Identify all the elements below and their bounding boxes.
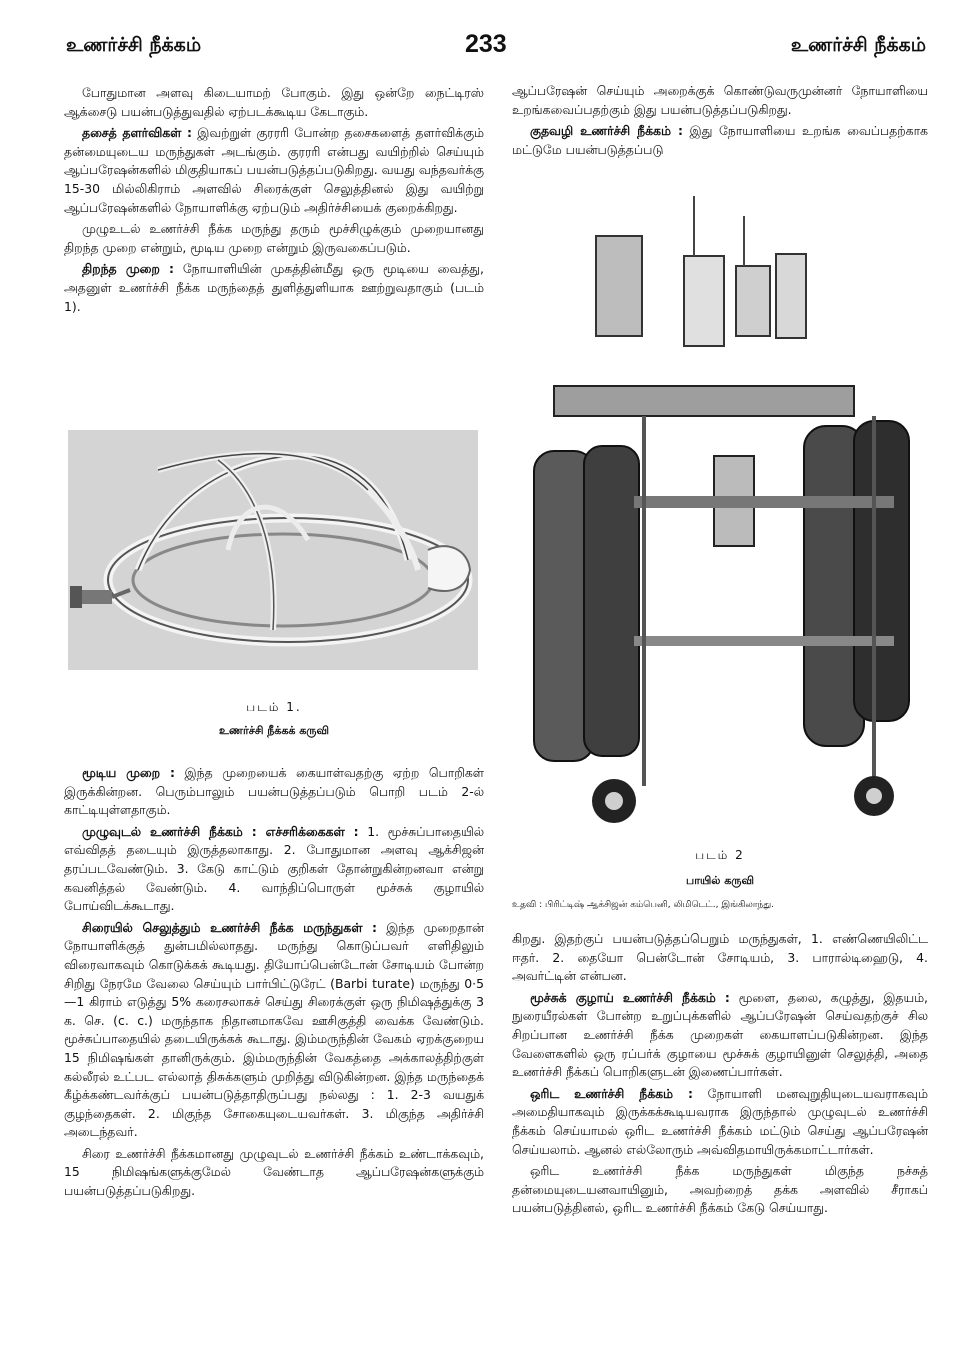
paragraph-text: முழுஉடல் உணர்ச்சி நீக்க மருந்து தரும் மூச்சிழுக்கும் முறையானது திறந்த முறை என்றும், மூடிய முறை என்றும் இருவகைப்படும். <box>64 221 484 255</box>
figure-2-caption: பாயில் கருவி <box>686 874 754 887</box>
column-left-top <box>64 84 484 319</box>
paragraph-heading: குதவழி உணர்ச்சி நீக்கம் : <box>530 123 683 139</box>
paragraph <box>64 124 484 217</box>
paragraph <box>64 919 484 1142</box>
paragraph <box>64 1145 484 1201</box>
paragraph <box>64 823 484 916</box>
paragraph-text: மூளை, தலை, கழுத்து, இதயம், நுரையீரல்கள் போன்ற உறுப்புக்களில் ஆப்பரேஷன் செய்வதற்குச் சில சிறப்பான உணர்ச்சி நீக்க முறைகள் கையாளப்படுகின்றன. இந்த வேளைகளில் ஒரு ரப்பர்க் குழாயை மூச்சுக் குழாயினுள் செலுத்தி, அதை உணர்ச்சி நீக்கப் பொறிகளுடன் இணைப்பார்கள். <box>512 989 928 1080</box>
paragraph-text: சிரை உணர்ச்சி நீக்கமானது முழுவுடல் உணர்ச்சி நீக்கம் உண்டாக்கவும், 15 நிமிஷங்களுக்குமேல் வேண்டாத ஆப்பரேஷன்களுக்கும் பயன்படுத்தப்படுகிறது. <box>64 1145 484 1199</box>
boyle-apparatus-icon <box>514 196 926 830</box>
figure-2-boyle-apparatus-photo <box>514 196 926 830</box>
column-right-top <box>512 82 928 162</box>
page-number: 233 <box>465 30 507 58</box>
column-left-bottom <box>64 764 484 1204</box>
header-left-title: உணர்ச்சி நீக்கம் <box>66 34 202 56</box>
page-header <box>0 30 966 60</box>
paragraph <box>64 220 484 257</box>
header-right-title: உணர்ச்சி நீக்கம் <box>790 34 926 56</box>
paragraph-heading: மூடிய முறை : <box>82 765 175 780</box>
anesthesia-mask-icon <box>68 430 478 670</box>
paragraph-text: நோயாளியின் முகத்தின்மீது ஒரு மூடியை வைத்து, அதனுள் உணர்ச்சி நீக்க மருந்தைத் துளித்துளியாக ஊற்றுவதாகும் (படம் 1). <box>64 261 484 314</box>
paragraph-heading: திறந்த முறை : <box>82 261 174 277</box>
paragraph-text: போதுமான அளவு கிடையாமற் போகும். இது ஒன்றே நைட்டிரஸ் ஆக்சைடு பயன்படுத்துவதில் ஏற்படக்கூடிய கேடாகும். <box>64 85 484 119</box>
paragraph <box>512 82 928 119</box>
paragraph <box>512 1162 928 1218</box>
paragraph-text: ஆப்பரேஷன் செய்யும் அறைக்குக் கொண்டுவருமுன்னர் நோயாளியை உறங்கவைப்பதற்கும் இது பயன்படுத்தப்படுகிறது. <box>512 83 928 117</box>
paragraph-text: கிறது. இதற்குப் பயன்படுத்தப்பெறும் மருந்துகள், 1. எண்ணெயிலிட்ட ஈதர். 2. தையோ பென்டோன் சோடியம், 3. பாரால்டிஹைடு, 4. அவர்ட்டின் என்பன. <box>512 931 928 984</box>
paragraph-text: ஒரிட உணர்ச்சி நீக்க மருந்துகள் மிகுந்த நச்சுத் தன்மையுடையனவாயினும், அவற்றைத் தக்க அளவில் சீராகப் பயன்படுத்தினல், ஒரிட உணர்ச்சி நீக்கம் கேடு செய்யாது. <box>512 1163 928 1216</box>
paragraph <box>512 1085 928 1159</box>
paragraph-text: இந்த முறையைக் கையாள்வதற்கு ஏற்ற பொறிகள் இருக்கின்றன. பெரும்பாலும் பயன்படுத்தப்படும் பொறி படம் 2-ல் காட்டியுள்ளதாகும். <box>64 765 484 818</box>
paragraph <box>64 260 484 316</box>
paragraph-text: இது நோயாளியை உறங்க வைப்பதற்காக மட்டுமே பயன்படுத்தப்படு <box>512 123 928 157</box>
paragraph-text: 1. மூச்சுப்பாதையில் எவ்விதத் தடையும் இருத்தலாகாது. 2. போதுமான அளவு ஆக்சிஜன் தரப்படவேண்டும். 3. கேடு காட்டும் குறிகள் தோன்றுகின்றனவா என்று கவனித்தல் வேண்டும். 4. வாந்திப்பொருள் மூச்சுக் குழாயில் போய்விடக்கூடாது. <box>64 823 484 914</box>
column-right-bottom <box>512 930 928 1221</box>
paragraph-text: நோயாளி மனவுறுதியுடையவராகவும் அமைதியாகவும் இருக்கக்கூடியவராக இருந்தால் முழுவுடல் உணர்ச்சி நீக்கம் செய்யாமல் ஒரிட உணர்ச்சி நீக்கம் மட்டும் செய்து ஆப்பரேஷன் செய்யலாம். ஆனல் எல்லோரும் அவ்விதமாயிருக்கமாட்டார்கள். <box>512 1085 928 1157</box>
paragraph-heading: மூச்சுக் குழாய் உணர்ச்சி நீக்கம் : <box>530 989 730 1005</box>
paragraph-heading: முழுவுடல் உணர்ச்சி நீக்கம் : எச்சரிக்கைகள் : <box>82 823 359 839</box>
figure-1-label: படம் 1. <box>246 700 302 714</box>
paragraph <box>512 122 928 159</box>
paragraph-heading: ஒரிட உணர்ச்சி நீக்கம் : <box>530 1085 693 1101</box>
paragraph <box>512 930 928 986</box>
figure-1-caption: உணர்ச்சி நீக்கக் கருவி <box>219 724 329 737</box>
paragraph-text: இந்த முறைதான் நோயாளிக்குத் துன்பமில்லாதது. மருந்து கொடுப்பவர் எளிதிலும் விரைவாகவும் கொடுக்கக் கூடியது. தியோப்பென்டோன் சோடியம் போன்ற சிறிது நேரமே வேலை செய்யும் பார்பிட்டுரேட் (Barbi turate) மருந்து 0·5—1 கிராம் எடுத்து 5% கரைசலாகச் செய்து சிரைக்குள் ஒரு நிமிஷத்துக்கு 3 க. செ. (c. c.) மருந்தாக நிதானமாகவே ஊசிகுத்தி வைக்க வேண்டும். மூச்சுப்பாதையில் தடையிருக்கக் கூடாது. இம்மருந்தின் வேகம் ஏறக்குறைய 15 நிமிஷங்கள் தானிருக்கும். இம்மருந்தின் வேகத்தை அக்காலத்திற்குள் கல்லீரல் உட்பட எல்லாத் திசுக்களும் முறித்து விடுகின்றன. இந்த மருந்தைக் கீழ்க்கண்டவர்க்குப் பயன்படுத்தாதிருப்பது நல்லது : 1. 2-3 வயதுக் குழந்தைகள். 2. மிகுந்த சோகையுடையவர்கள். 3. மிகுந்த அதிர்ச்சி அடைந்தவர். <box>64 919 484 1140</box>
paragraph <box>64 764 484 820</box>
figure-2-credit: உதவி : பிரிட்டிஷ் ஆக்சிஜன் கம்பெனி, லிமிடெட்., இங்கிலாந்து. <box>512 900 775 910</box>
paragraph-heading: தசைத் தளர்விகள் : <box>82 125 192 141</box>
paragraph-text: இவற்றுள் குரரரி போன்ற தசைகளைத் தளர்விக்கும் தன்மையுடைய மருந்துகள் அடங்கும். குரரரி என்பது வயிற்றில் செய்யும் ஆப்பரேஷன்களில் மிகுதியாகப் பயன்படுத்தப்படுகிறது. வயது வந்தவர்க்கு 15-30 மில்லிகிராம் அளவில் சிரைக்குள் செலுத்தினல் இது வயிற்று ஆப்பரேஷன்களில் நோயாளிக்கு ஏற்படும் அதிர்ச்சியைக் குறைக்கிறது. <box>64 125 484 215</box>
figure-2-label: படம் 2 <box>695 848 745 862</box>
paragraph <box>64 84 484 121</box>
paragraph-heading: சிரையில் செலுத்தும் உணர்ச்சி நீக்க மருந்துகள் : <box>82 919 377 935</box>
figure-1-mask-photo <box>68 430 478 670</box>
paragraph <box>512 989 928 1082</box>
